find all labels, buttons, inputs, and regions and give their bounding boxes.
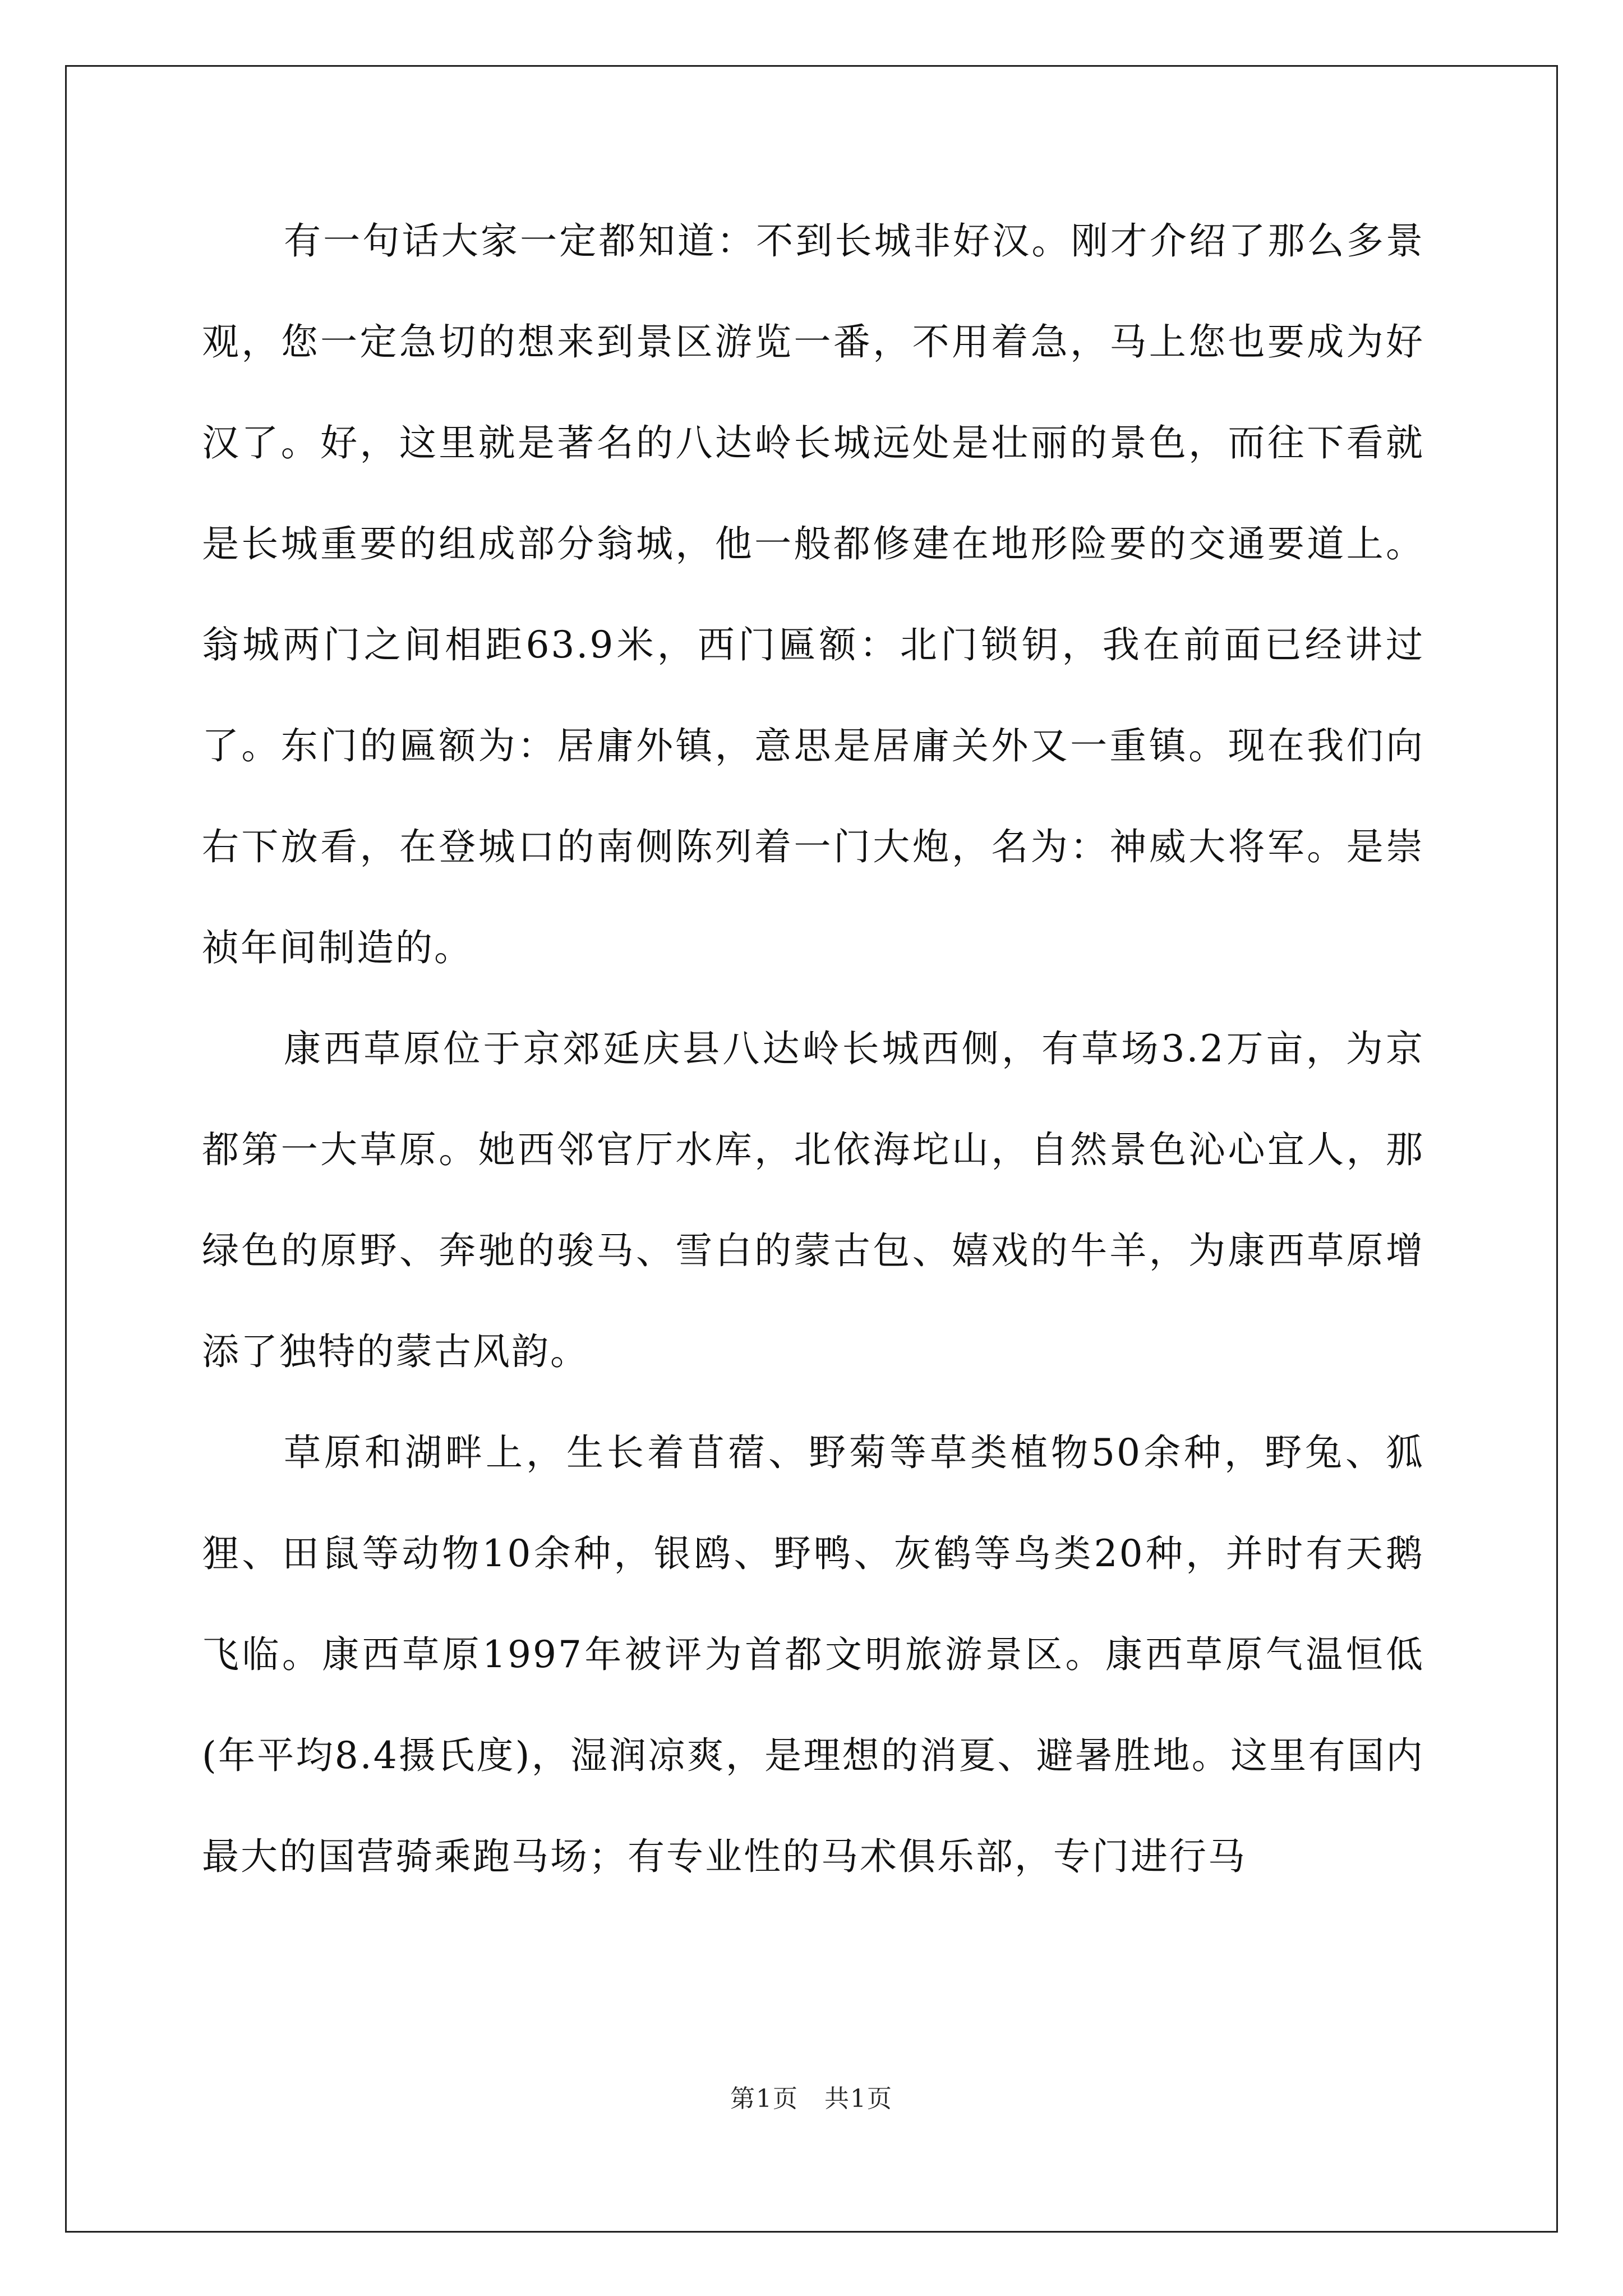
paragraph-kangxi-intro: 康西草原位于京郊延庆县八达岭长城西侧，有草场3.2万亩，为京都第一大草原。她西邻官厅水库，北依海坨山，自然景色沁心宜人，那绿色的原野、奔驰的骏马、雪白的蒙古包、嬉戏的牛羊，为康西草原增添了独特的蒙古风韵。 (202, 1027, 1424, 1373)
paragraph-badaling: 有一句话大家一定都知道：不到长城非好汉。刚才介绍了那么多景观，您一定急切的想来到景区游览一番，不用着急，马上您也要成为好汉了。好，这里就是著名的八达岭长城远处是壮丽的景色，而往下看就是长城重要的组成部分翁城，他一般都修建在地形险要的交通要道上。翁城两门之间相距63.9米，西门匾额：北门锁钥，我在前面已经讲过了。东门的匾额为：居庸外镇，意思是居庸关外又一重镇。现在我们向右下放看，在登城口的南侧陈列着一门大炮，名为：神威大将军。是崇祯年间制造的。 (202, 219, 1424, 969)
page-number-footer: 第1页 共1页 (730, 2085, 893, 2113)
paragraph-kangxi-wildlife: 草原和湖畔上，生长着苜蓿、野菊等草类植物50余种，野兔、狐狸、田鼠等动物10余种，银鸥、野鸭、灰鹤等鸟类20种，并时有天鹅飞临。康西草原1997年被评为首都文明旅游景区。康西草原气温恒低(年平均8.4摄氏度)，湿润凉爽，是理想的消夏、避暑胜地。这里有国内最大的国营骑乘跑马场；有专业性的马术俱乐部，专门进行马 (202, 1431, 1424, 1878)
document-body (202, 191, 1424, 1907)
